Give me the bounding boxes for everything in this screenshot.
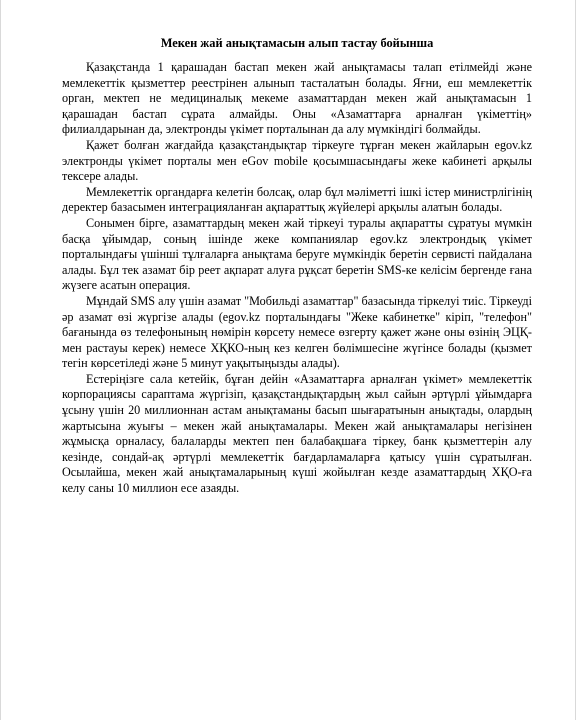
paragraph-1: Қазақстанда 1 қарашадан бастап мекен жай анықтамасы талап етілмейді және мемлекеттік қызметтер реестрінен алынып тасталатын болады. Яғни, еш мемлекеттік орган, мектеп не медициналық мекеме азаматтардан мекен жай анықтамасын 1 қарашадан бастап сұрата алмайды. Оны «Азаматтарға арналған үкіметтің» филиалдарынан да, электронды үкімет порталынан да алу мүмкіндігі болмайды. [62, 60, 532, 137]
paragraph-5: Мұндай SMS алу үшін азамат "Мобильді азаматтар" базасында тіркелуі тиіс. Тіркеуді әр азамат өзі жүргізе алады (egov.kz порталындағы "Жеке кабинетке" кіріп, "телефон" бағанында өз телефонының нөмірін көрсету немесе өзгерту қажет және оны өзінің ЭЦҚ-мен растауы керек) немесе ХҚКО-ның кез келген бөлімшесіне жүгінсе болады (қызмет тегін көрсетіледі және 5 минут уақытыңызды алады). [62, 293, 532, 371]
document-body [62, 36, 532, 497]
paragraph-3: Мемлекеттік органдарға келетін болсақ, олар бұл мәліметті ішкі істер министрлігінің деректер базасымен интеграцияланған ақпараттық жүйелері арқылы алатын болады. [62, 184, 532, 215]
paragraph-2: Қажет болған жағдайда қазақстандықтар тіркеуге тұрған мекен жайларын egov.kz электронды үкімет порталы мен eGov mobile қосымшасындағы жеке кабинеті арқылы тексере алады. [62, 137, 532, 184]
document-title: Мекен жай анықтамасын алып тастау бойынша [160, 36, 434, 50]
paragraph-6: Естеріңізге сала кетейік, бұған дейін «Азаматтарға арналған үкімет» мемлекеттік корпорациясы сараптама жүргізіп, қазақстандықтардың жыл сайын әртүрлі ұйымдарға ұсыну үшін 20 миллионнан астам анықтаманы басып шығаратынын анықтады, олардың жартысына жуығы – мекен жай анықтамалары. Мекен жай анықтамалары негізінен жұмысқа орналасу, балаларды мектеп пен балабақшаға тіркеу, банк қызметтерін алу кезінде, сондай-ақ әртүрлі мемлекеттік бағдарламаларға қатысу үшін сұратылған. Осылайша, мекен жай анықтамаларының күші жойылған кезде азаматтардың ХҚО-ға келу саны 10 миллион есе азаяды. [62, 371, 532, 496]
paragraph-4: Сонымен бірге, азаматтардың мекен жай тіркеуі туралы ақпаратты сұратуы мүмкін басқа ұйымдар, соның ішінде жеке компаниялар egov.kz электрондық үкімет порталындағы үшінші тұлғаларға анықтама беруге мүмкіндік беретін сервисті пайдалана алады. Бұл тек азамат бір реет ақпарат алуға рұқсат беретін SMS-ке келісім бергенде ғана жүзеге асатын операция. [62, 215, 532, 293]
